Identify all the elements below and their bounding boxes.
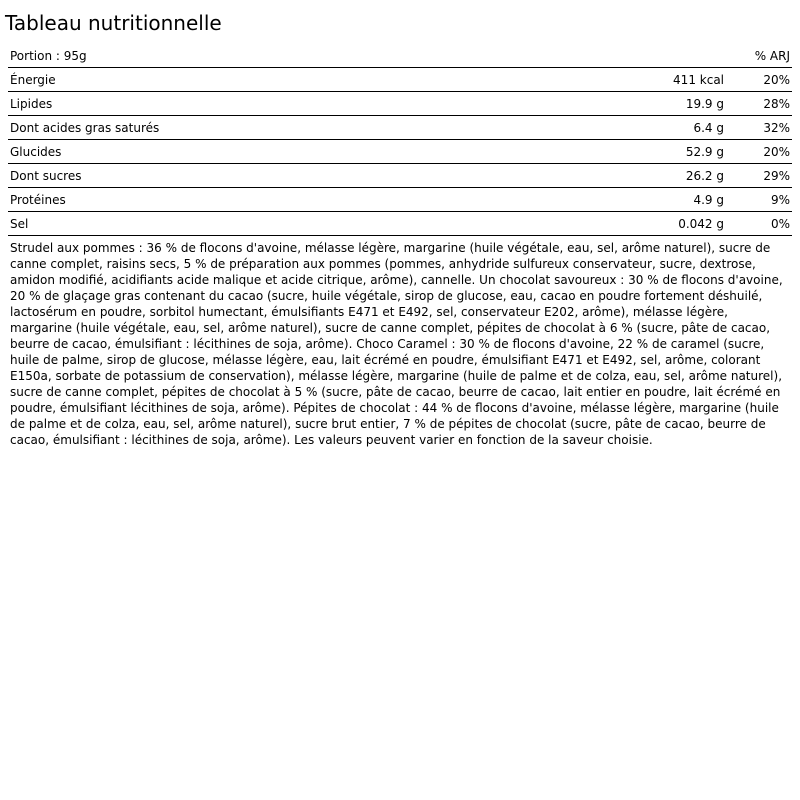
nutrient-amount: 6.4 g	[572, 116, 728, 140]
table-row	[8, 140, 792, 164]
nutrient-pct: 0%	[728, 212, 792, 236]
nutrient-pct: 32%	[728, 116, 792, 140]
arj-header: % ARJ	[728, 44, 792, 68]
nutrient-pct: 20%	[728, 68, 792, 92]
nutrient-amount: 0.042 g	[572, 212, 728, 236]
nutrient-amount: 411 kcal	[572, 68, 728, 92]
nutrient-name: Dont sucres	[8, 164, 572, 188]
portion-label: Portion : 95g	[8, 44, 572, 68]
nutrient-name: Lipides	[8, 92, 572, 116]
nutrient-amount: 19.9 g	[572, 92, 728, 116]
amount-header	[572, 44, 728, 68]
nutrient-name: Sel	[8, 212, 572, 236]
nutrient-pct: 29%	[728, 164, 792, 188]
table-row	[8, 164, 792, 188]
page-title: Tableau nutritionnelle	[5, 11, 222, 35]
table-row	[8, 116, 792, 140]
nutrient-amount: 52.9 g	[572, 140, 728, 164]
nutrient-amount: 4.9 g	[572, 188, 728, 212]
table-header-row	[8, 44, 792, 68]
nutrient-name: Protéines	[8, 188, 572, 212]
nutrient-pct: 20%	[728, 140, 792, 164]
nutrient-name: Dont acides gras saturés	[8, 116, 572, 140]
table-row	[8, 188, 792, 212]
table-row	[8, 212, 792, 236]
nutrition-table	[8, 44, 792, 236]
ingredients-text: Strudel aux pommes : 36 % de flocons d'avoine, mélasse légère, margarine (huile végétale, eau, sel, arôme naturel), sucre de canne complet, raisins secs, 5 % de préparation aux pommes (pommes, anhydride sulfureux conservateur, sucre, dextrose, amidon modifié, acidifiants acide malique et acide citrique, arôme), cannelle. Un chocolat savoureux : 30 % de flocons d'avoine, 20 % de glaçage gras contenant du cacao (sucre, huile végétale, sirop de glucose, eau, cacao en poudre fortement déshuilé, lactosérum en poudre, sorbitol humectant, émulsifiants E471 et E492, sel, conservateur E202, arôme), mélasse légère, margarine (huile végétale, eau, sel, arôme naturel), sucre de canne complet, pépites de chocolat à 6 % (sucre, pâte de cacao, beurre de cacao, émulsifiant : lécithines de soja, arôme). Choco Caramel : 30 % de flocons d'avoine, 22 % de caramel (sucre, huile de palme, sirop de glucose, mélasse légère, eau, lait écrémé en poudre, émulsifiant E471 et E492, sel, arôme, colorant E150a, sorbate de potassium de conservation), mélasse légère, margarine (huile de palme et de colza, eau, sel, arôme naturel), sucre de canne complet, pépites de chocolat à 5 % (sucre, pâte de cacao, beurre de cacao, lait entier en poudre, lait écrémé en poudre, émulsifiant lécithines de soja, arôme). Pépites de chocolat : 44 % de flocons d'avoine, mélasse légère, margarine (huile de palme et de colza, eau, sel, arôme naturel), sucre brut entier, 7 % de pépites de chocolat (sucre, pâte de cacao, beurre de cacao, émulsifiant : lécithines de soja, arôme). Les valeurs peuvent varier en fonction de la saveur choisie.	[10, 241, 783, 447]
table-row	[8, 68, 792, 92]
table-row	[8, 92, 792, 116]
nutrient-name: Glucides	[8, 140, 572, 164]
nutrient-pct: 28%	[728, 92, 792, 116]
nutrient-name: Énergie	[8, 68, 572, 92]
nutrient-pct: 9%	[728, 188, 792, 212]
nutrient-amount: 26.2 g	[572, 164, 728, 188]
